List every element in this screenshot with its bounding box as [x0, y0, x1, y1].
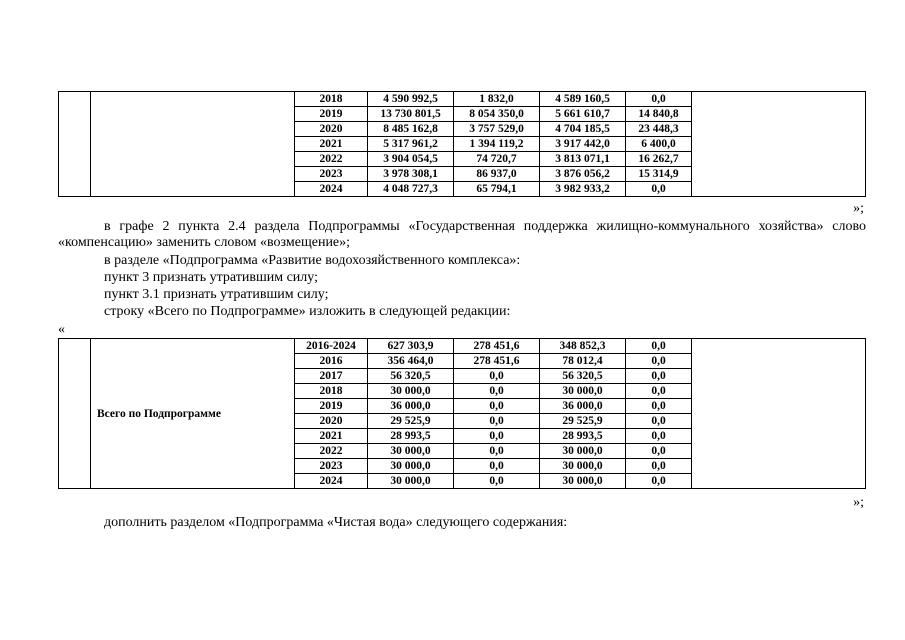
paragraph-point-3: пункт 3 признать утратившим силу;	[104, 270, 318, 285]
total-cell: 30 000,0	[368, 384, 454, 399]
paragraph-point-3-1: пункт 3.1 признать утратившим силу;	[104, 287, 329, 302]
year-cell: 2023	[295, 459, 368, 474]
regional-cell: 29 525,9	[540, 414, 626, 429]
total-cell: 4 590 992,5	[368, 92, 454, 107]
year-cell: 2022	[295, 152, 368, 167]
regional-cell: 28 993,5	[540, 429, 626, 444]
year-cell: 2019	[295, 107, 368, 122]
total-cell: 56 320,5	[368, 369, 454, 384]
year-cell: 2018	[295, 92, 368, 107]
year-cell: 2024	[295, 182, 368, 197]
other-cell: 0,0	[626, 354, 692, 369]
year-cell: 2022	[295, 444, 368, 459]
notes-cell	[692, 92, 866, 197]
regional-cell: 30 000,0	[540, 384, 626, 399]
closing-quote-2: »;	[853, 495, 864, 510]
year-cell: 2018	[295, 384, 368, 399]
other-cell: 0,0	[626, 182, 692, 197]
other-cell: 6 400,0	[626, 137, 692, 152]
other-cell: 0,0	[626, 369, 692, 384]
federal-cell: 8 054 350,0	[454, 107, 540, 122]
other-cell: 0,0	[626, 92, 692, 107]
federal-cell: 0,0	[454, 414, 540, 429]
paragraph-section-water: в разделе «Подпрограмма «Развитие водохозяйственного комплекса»:	[104, 253, 521, 268]
total-cell: 8 485 162,8	[368, 122, 454, 137]
funding-table-2	[58, 338, 866, 489]
total-cell: 28 993,5	[368, 429, 454, 444]
federal-cell: 65 794,1	[454, 182, 540, 197]
year-cell: 2024	[295, 474, 368, 489]
paragraph-amendment-2-4: в графе 2 пункта 2.4 раздела Подпрограммы «Государственная поддержка жилищно-коммунального хозяйства» слово «компенсацию» заменить словом «возмещение»;	[58, 219, 866, 250]
row-number-cell	[59, 92, 91, 197]
regional-cell: 78 012,4	[540, 354, 626, 369]
regional-cell: 3 876 056,2	[540, 167, 626, 182]
other-cell: 16 262,7	[626, 152, 692, 167]
other-cell: 0,0	[626, 414, 692, 429]
federal-cell: 74 720,7	[454, 152, 540, 167]
year-cell: 2016	[295, 354, 368, 369]
table-row	[59, 339, 866, 354]
total-cell: 3 904 054,5	[368, 152, 454, 167]
other-cell: 0,0	[626, 429, 692, 444]
year-cell: 2019	[295, 399, 368, 414]
total-cell: 3 978 308,1	[368, 167, 454, 182]
regional-cell: 36 000,0	[540, 399, 626, 414]
row-label-cell: Всего по Подпрограмме	[91, 339, 295, 489]
row-number-cell	[59, 339, 91, 489]
regional-cell: 4 589 160,5	[540, 92, 626, 107]
other-cell: 23 448,3	[626, 122, 692, 137]
total-cell: 36 000,0	[368, 399, 454, 414]
federal-cell: 0,0	[454, 459, 540, 474]
total-cell: 29 525,9	[368, 414, 454, 429]
paragraph-add-clean-water: дополнить разделом «Подпрограмма «Чистая вода» следующего содержания:	[104, 515, 568, 530]
row-label-cell	[91, 92, 295, 197]
paragraph-total-row: строку «Всего по Подпрограмме» изложить в следующей редакции:	[104, 304, 511, 319]
federal-cell: 0,0	[454, 384, 540, 399]
regional-cell: 56 320,5	[540, 369, 626, 384]
regional-cell: 3 917 442,0	[540, 137, 626, 152]
table-row	[59, 92, 866, 107]
regional-cell: 30 000,0	[540, 459, 626, 474]
closing-quote-1: »;	[853, 201, 864, 216]
regional-cell: 30 000,0	[540, 474, 626, 489]
year-cell: 2017	[295, 369, 368, 384]
regional-cell: 3 982 933,2	[540, 182, 626, 197]
federal-cell: 278 451,6	[454, 339, 540, 354]
year-cell: 2023	[295, 167, 368, 182]
other-cell: 0,0	[626, 339, 692, 354]
total-cell: 30 000,0	[368, 459, 454, 474]
other-cell: 0,0	[626, 444, 692, 459]
total-cell: 4 048 727,3	[368, 182, 454, 197]
other-cell: 0,0	[626, 399, 692, 414]
other-cell: 0,0	[626, 459, 692, 474]
total-cell: 30 000,0	[368, 474, 454, 489]
federal-cell: 0,0	[454, 369, 540, 384]
total-cell: 356 464,0	[368, 354, 454, 369]
other-cell: 15 314,9	[626, 167, 692, 182]
federal-cell: 86 937,0	[454, 167, 540, 182]
regional-cell: 30 000,0	[540, 444, 626, 459]
federal-cell: 0,0	[454, 474, 540, 489]
federal-cell: 0,0	[454, 399, 540, 414]
year-cell: 2020	[295, 122, 368, 137]
year-cell: 2021	[295, 137, 368, 152]
federal-cell: 278 451,6	[454, 354, 540, 369]
total-cell: 5 317 961,2	[368, 137, 454, 152]
federal-cell: 1 832,0	[454, 92, 540, 107]
federal-cell: 0,0	[454, 444, 540, 459]
regional-cell: 5 661 610,7	[540, 107, 626, 122]
other-cell: 14 840,8	[626, 107, 692, 122]
federal-cell: 1 394 119,2	[454, 137, 540, 152]
other-cell: 0,0	[626, 384, 692, 399]
regional-cell: 348 852,3	[540, 339, 626, 354]
total-cell: 627 303,9	[368, 339, 454, 354]
regional-cell: 3 813 071,1	[540, 152, 626, 167]
opening-quote: «	[58, 322, 65, 337]
total-cell: 13 730 801,5	[368, 107, 454, 122]
year-cell: 2020	[295, 414, 368, 429]
year-cell: 2021	[295, 429, 368, 444]
year-cell: 2016-2024	[295, 339, 368, 354]
total-cell: 30 000,0	[368, 444, 454, 459]
regional-cell: 4 704 185,5	[540, 122, 626, 137]
other-cell: 0,0	[626, 474, 692, 489]
funding-table-1	[58, 91, 866, 197]
federal-cell: 3 757 529,0	[454, 122, 540, 137]
federal-cell: 0,0	[454, 429, 540, 444]
notes-cell	[692, 339, 866, 489]
